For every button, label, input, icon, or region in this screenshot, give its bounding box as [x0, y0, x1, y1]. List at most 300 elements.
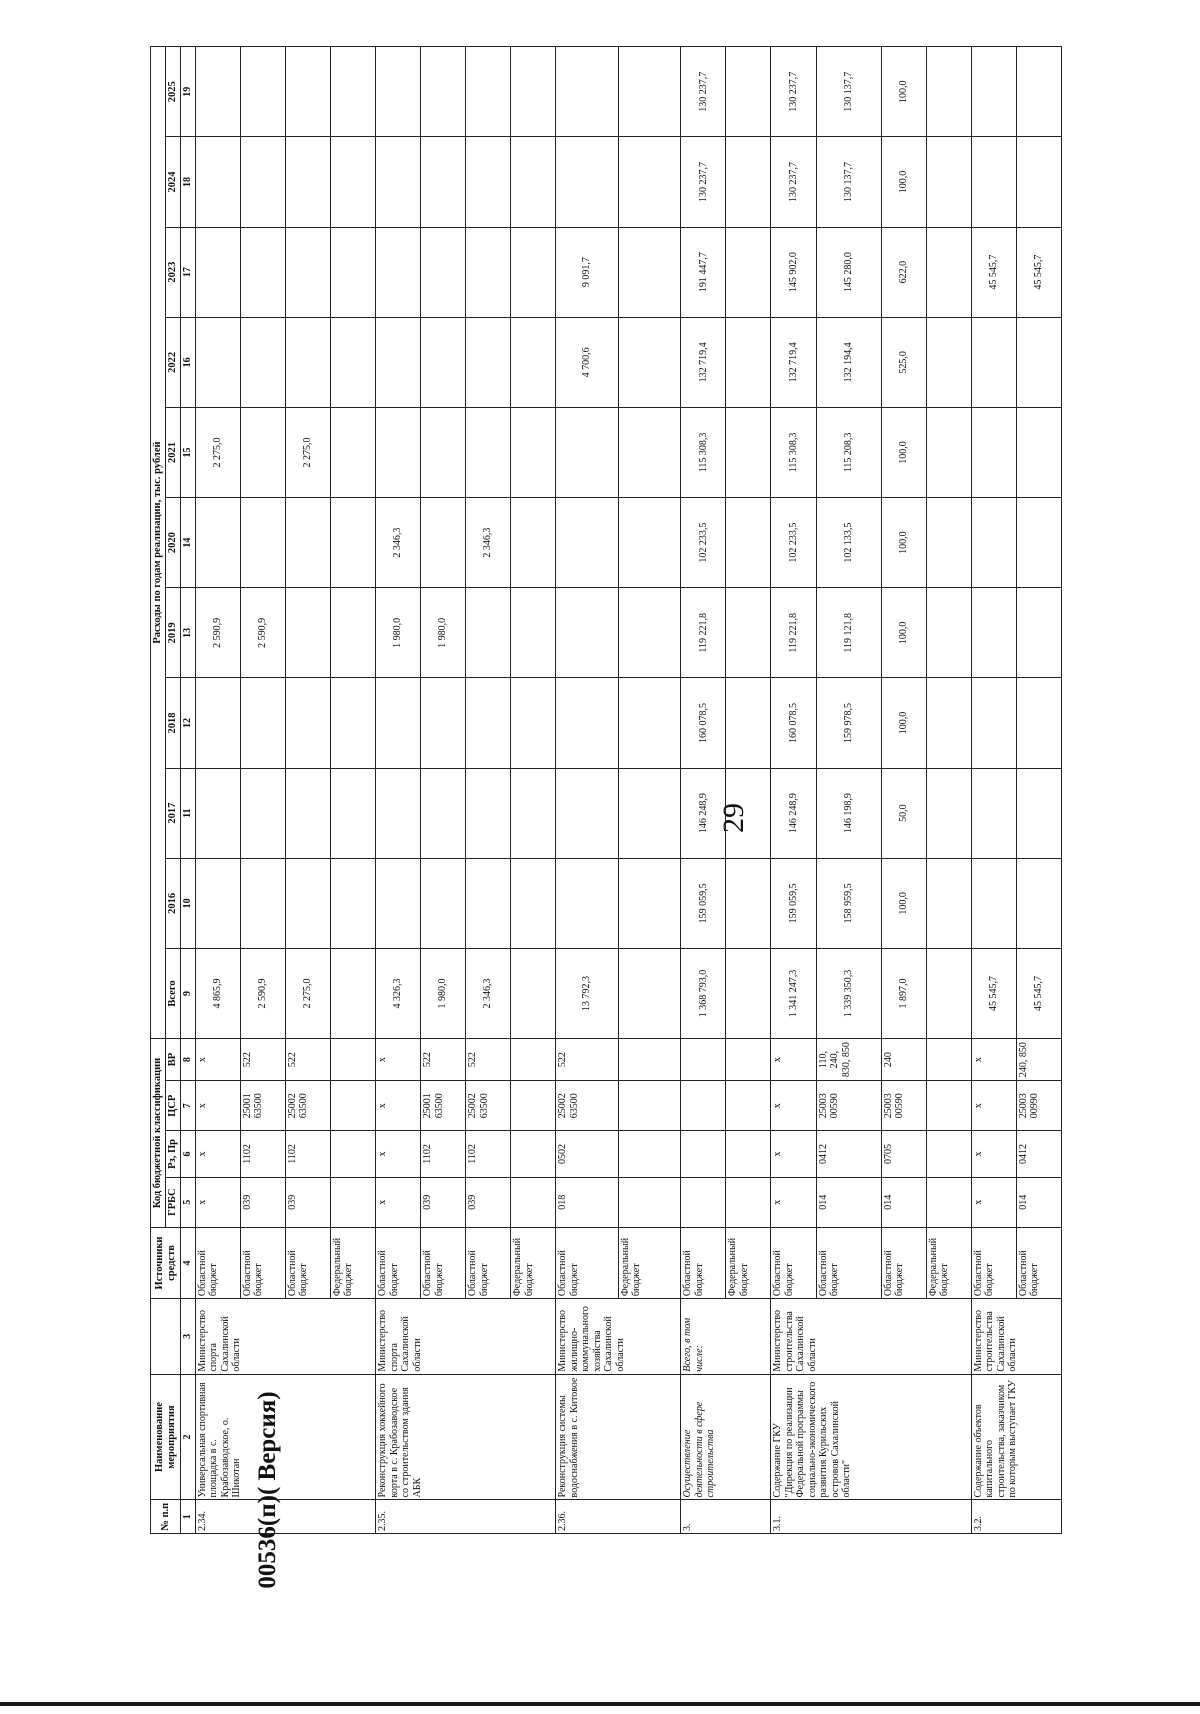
amount-year — [240, 47, 285, 137]
amount-year — [195, 47, 240, 137]
amount-year: 100,0 — [881, 858, 926, 948]
code-grbs: х — [971, 1177, 1016, 1227]
amount-year: 1 980,0 — [421, 588, 466, 678]
header-year-col: 2024 — [166, 137, 181, 227]
amount-year — [511, 137, 556, 227]
amount-year — [285, 678, 330, 768]
column-index: 6 — [181, 1131, 196, 1177]
code-rzpr: 1102 — [466, 1131, 511, 1177]
amount-year — [285, 137, 330, 227]
code-rzpr — [726, 1131, 771, 1177]
amount-year: 2 275,0 — [285, 407, 330, 497]
amount-year: 2 590,9 — [195, 588, 240, 678]
amount-year — [726, 588, 771, 678]
column-index: 17 — [181, 227, 196, 317]
amount-year — [376, 678, 421, 768]
header-responsible — [151, 1299, 181, 1374]
amount-year — [466, 768, 511, 858]
code-csr — [511, 1081, 556, 1131]
code-grbs — [726, 1177, 771, 1227]
amount-total — [726, 948, 771, 1038]
amount-year: 132 719,4 — [681, 317, 726, 407]
funding-source: Федеральный бюджет — [330, 1227, 375, 1298]
responsible-executor: Всего, в том числе: — [681, 1299, 771, 1374]
amount-year — [330, 47, 375, 137]
code-csr — [618, 1081, 680, 1131]
responsible-executor: Министерство жилищно-коммунального хозяйства Сахалинской области — [556, 1299, 681, 1374]
expenditure-table — [150, 46, 1062, 1534]
code-csr: 25002 63500 — [556, 1081, 618, 1131]
column-index: 16 — [181, 317, 196, 407]
amount-year — [511, 407, 556, 497]
amount-year — [618, 858, 680, 948]
code-csr — [926, 1081, 971, 1131]
amount-year — [195, 137, 240, 227]
amount-year — [285, 768, 330, 858]
code-csr: 25001 63500 — [421, 1081, 466, 1131]
amount-year: 100,0 — [881, 588, 926, 678]
amount-year: 146 248,9 — [771, 768, 816, 858]
amount-year: 102 233,5 — [681, 498, 726, 588]
amount-year — [971, 678, 1016, 768]
amount-year — [726, 227, 771, 317]
code-vr: 522 — [421, 1039, 466, 1081]
amount-total — [618, 948, 680, 1038]
funding-source: Областной бюджет — [556, 1227, 618, 1298]
code-grbs — [330, 1177, 375, 1227]
code-vr: 110, 240, 830, 850 — [816, 1039, 881, 1081]
amount-year — [1016, 768, 1061, 858]
amount-year: 115 308,3 — [681, 407, 726, 497]
amount-year: 100,0 — [881, 678, 926, 768]
code-csr: х — [376, 1081, 421, 1131]
header-year-col: 2022 — [166, 317, 181, 407]
code-rzpr — [511, 1131, 556, 1177]
code-rzpr: 0502 — [556, 1131, 618, 1177]
table-row — [556, 47, 618, 1534]
amount-year — [466, 317, 511, 407]
amount-year — [285, 317, 330, 407]
code-grbs: 014 — [881, 1177, 926, 1227]
header-code-group: Код бюджетной классификации — [151, 1039, 166, 1228]
row-number: 3. — [681, 1500, 771, 1534]
amount-year — [726, 678, 771, 768]
amount-year: 130 237,7 — [681, 137, 726, 227]
amount-year — [466, 588, 511, 678]
code-vr: 522 — [466, 1039, 511, 1081]
header-code-col: Рз, Пр — [166, 1131, 181, 1177]
header-year-col: Всего — [166, 948, 181, 1038]
amount-year — [926, 317, 971, 407]
amount-year — [240, 768, 285, 858]
amount-total: 1 341 247,3 — [771, 948, 816, 1038]
funding-source: Областной бюджет — [681, 1227, 726, 1298]
amount-year — [421, 47, 466, 137]
amount-year: 45 545,7 — [1016, 227, 1061, 317]
amount-year — [1016, 137, 1061, 227]
amount-year — [926, 768, 971, 858]
amount-year: 132 194,4 — [816, 317, 881, 407]
table-row — [195, 47, 240, 1534]
column-index: 18 — [181, 137, 196, 227]
code-csr: 25003 00590 — [816, 1081, 881, 1131]
amount-total — [330, 948, 375, 1038]
funding-source: Областной бюджет — [1016, 1227, 1061, 1298]
code-grbs — [926, 1177, 971, 1227]
amount-year — [926, 498, 971, 588]
amount-year — [726, 498, 771, 588]
measure-name: Реконструкция системы водоснабжения в с. Китовое — [556, 1374, 681, 1500]
amount-total: 1 980,0 — [421, 948, 466, 1038]
amount-year — [421, 317, 466, 407]
header-expenses-group: Расходы по годам реализации, тыс. рублей — [151, 47, 166, 1039]
amount-year — [376, 47, 421, 137]
amount-year: 2 590,9 — [240, 588, 285, 678]
amount-total: 1 897,0 — [881, 948, 926, 1038]
funding-source: Федеральный бюджет — [618, 1227, 680, 1298]
amount-year — [285, 498, 330, 588]
code-rzpr: 1102 — [421, 1131, 466, 1177]
amount-year — [618, 47, 680, 137]
amount-year — [330, 858, 375, 948]
amount-year — [618, 227, 680, 317]
funding-source: Областной бюджет — [195, 1227, 240, 1298]
amount-year — [421, 498, 466, 588]
amount-year: 191 447,7 — [681, 227, 726, 317]
code-grbs: 039 — [285, 1177, 330, 1227]
amount-total: 1 339 350,3 — [816, 948, 881, 1038]
measure-name: Содержание ГКУ "Дирекция по реализации Федеральной программы социально-экономического развития Курильских островов Сахалинской области" — [771, 1374, 971, 1500]
funding-source: Областной бюджет — [971, 1227, 1016, 1298]
header-index-row — [181, 47, 196, 1534]
code-rzpr: х — [376, 1131, 421, 1177]
amount-total: 2 346,3 — [466, 948, 511, 1038]
code-csr: 25002 63500 — [285, 1081, 330, 1131]
amount-year — [195, 317, 240, 407]
column-index: 10 — [181, 858, 196, 948]
row-number: 3.2. — [971, 1500, 1061, 1534]
amount-year — [466, 227, 511, 317]
column-index: 7 — [181, 1081, 196, 1131]
amount-year — [926, 678, 971, 768]
amount-year — [971, 137, 1016, 227]
amount-year — [726, 317, 771, 407]
code-vr — [618, 1039, 680, 1081]
amount-year: 100,0 — [881, 407, 926, 497]
code-vr: х — [195, 1039, 240, 1081]
amount-year — [1016, 47, 1061, 137]
amount-year — [466, 407, 511, 497]
code-vr: 522 — [285, 1039, 330, 1081]
amount-year — [556, 407, 618, 497]
code-grbs — [618, 1177, 680, 1227]
measure-name: Реконструкция хоккейного корта в с. Крабозаводское со строительством здания АБК — [376, 1374, 556, 1500]
document-code: 00536(п)( Версия) — [254, 1391, 281, 1589]
code-vr — [726, 1039, 771, 1081]
table-row — [771, 47, 816, 1534]
code-grbs: х — [195, 1177, 240, 1227]
funding-source: Областной бюджет — [816, 1227, 881, 1298]
amount-year — [971, 498, 1016, 588]
code-csr — [330, 1081, 375, 1131]
code-grbs: 039 — [421, 1177, 466, 1227]
funding-source: Областной бюджет — [881, 1227, 926, 1298]
header-year-col: 2017 — [166, 768, 181, 858]
amount-year — [285, 858, 330, 948]
code-vr: х — [971, 1039, 1016, 1081]
measure-name: Осуществление деятельности в сфере строительства — [681, 1374, 771, 1500]
amount-year — [330, 317, 375, 407]
amount-year: 158 959,5 — [816, 858, 881, 948]
amount-year — [726, 768, 771, 858]
funding-source: Областной бюджет — [771, 1227, 816, 1298]
amount-year — [330, 768, 375, 858]
code-grbs: х — [771, 1177, 816, 1227]
code-rzpr: 0412 — [1016, 1131, 1061, 1177]
amount-year — [1016, 858, 1061, 948]
amount-year — [618, 317, 680, 407]
header-year-col: 2025 — [166, 47, 181, 137]
row-number: 2.35. — [376, 1500, 556, 1534]
header-code-col: ГРБС — [166, 1177, 181, 1227]
amount-year — [421, 768, 466, 858]
amount-year: 4 700,6 — [556, 317, 618, 407]
amount-year — [330, 498, 375, 588]
amount-year — [330, 678, 375, 768]
amount-year: 115 308,3 — [771, 407, 816, 497]
code-grbs — [681, 1177, 726, 1227]
amount-year — [556, 678, 618, 768]
amount-year — [421, 137, 466, 227]
rotated-table-wrapper — [150, 46, 1062, 1534]
amount-year: 145 902,0 — [771, 227, 816, 317]
amount-year — [511, 498, 556, 588]
amount-year — [926, 47, 971, 137]
amount-year: 146 198,9 — [816, 768, 881, 858]
amount-year: 130 237,7 — [771, 137, 816, 227]
amount-year — [285, 588, 330, 678]
code-vr: х — [771, 1039, 816, 1081]
amount-year — [618, 498, 680, 588]
amount-year — [618, 678, 680, 768]
code-csr: х — [771, 1081, 816, 1131]
amount-year: 145 280,0 — [816, 227, 881, 317]
amount-year — [726, 137, 771, 227]
amount-year: 102 133,5 — [816, 498, 881, 588]
amount-year — [511, 588, 556, 678]
amount-year: 1 980,0 — [376, 588, 421, 678]
code-grbs: 018 — [556, 1177, 618, 1227]
amount-year — [240, 858, 285, 948]
amount-year — [511, 317, 556, 407]
amount-year — [421, 407, 466, 497]
amount-year — [971, 407, 1016, 497]
amount-year — [376, 858, 421, 948]
amount-total: 45 545,7 — [971, 948, 1016, 1038]
amount-year: 50,0 — [881, 768, 926, 858]
column-index: 19 — [181, 47, 196, 137]
table-row — [971, 47, 1016, 1534]
header-name: Наименование мероприятия — [151, 1374, 181, 1500]
amount-year — [376, 768, 421, 858]
amount-year — [618, 588, 680, 678]
header-year-col: 2019 — [166, 588, 181, 678]
column-index: 1 — [181, 1500, 196, 1534]
amount-total: 2 275,0 — [285, 948, 330, 1038]
amount-year: 45 545,7 — [971, 227, 1016, 317]
amount-year — [556, 47, 618, 137]
amount-year — [926, 588, 971, 678]
amount-year — [240, 317, 285, 407]
amount-year — [330, 137, 375, 227]
code-rzpr: х — [771, 1131, 816, 1177]
amount-total — [926, 948, 971, 1038]
code-rzpr — [681, 1131, 726, 1177]
code-grbs: 039 — [466, 1177, 511, 1227]
code-rzpr: 0412 — [816, 1131, 881, 1177]
amount-year — [466, 137, 511, 227]
amount-year — [195, 227, 240, 317]
column-index: 11 — [181, 768, 196, 858]
code-grbs: 014 — [816, 1177, 881, 1227]
table-row — [376, 47, 421, 1534]
amount-year — [466, 858, 511, 948]
amount-year — [195, 678, 240, 768]
amount-year: 159 059,5 — [681, 858, 726, 948]
page-number: 29 — [717, 803, 750, 833]
amount-year: 622,0 — [881, 227, 926, 317]
amount-year — [195, 498, 240, 588]
amount-year — [1016, 678, 1061, 768]
amount-year: 119 221,8 — [681, 588, 726, 678]
amount-total: 45 545,7 — [1016, 948, 1061, 1038]
header-row — [151, 47, 166, 1534]
amount-year — [1016, 498, 1061, 588]
amount-year: 159 978,5 — [816, 678, 881, 768]
amount-year — [726, 407, 771, 497]
funding-source: Федеральный бюджет — [511, 1227, 556, 1298]
column-index: 3 — [181, 1299, 196, 1374]
amount-year — [556, 588, 618, 678]
amount-year — [926, 407, 971, 497]
code-vr: 240, 850 — [1016, 1039, 1061, 1081]
amount-total — [511, 948, 556, 1038]
amount-year — [285, 227, 330, 317]
row-number: 2.36. — [556, 1500, 681, 1534]
amount-year — [285, 47, 330, 137]
amount-year — [1016, 588, 1061, 678]
amount-year: 2 275,0 — [195, 407, 240, 497]
amount-year — [376, 317, 421, 407]
amount-year — [556, 858, 618, 948]
amount-year — [466, 678, 511, 768]
code-vr — [926, 1039, 971, 1081]
code-rzpr: 1102 — [285, 1131, 330, 1177]
amount-year: 100,0 — [881, 47, 926, 137]
amount-year: 102 233,5 — [771, 498, 816, 588]
responsible-executor: Министерство спорта Сахалинской области — [195, 1299, 375, 1374]
header-year-col: 2016 — [166, 858, 181, 948]
funding-source: Областной бюджет — [240, 1227, 285, 1298]
amount-year — [330, 407, 375, 497]
amount-year: 119 221,8 — [771, 588, 816, 678]
amount-year — [376, 407, 421, 497]
amount-year — [240, 227, 285, 317]
amount-total: 13 792,3 — [556, 948, 618, 1038]
amount-year — [330, 588, 375, 678]
amount-year — [556, 498, 618, 588]
code-vr — [511, 1039, 556, 1081]
amount-year — [421, 227, 466, 317]
amount-year — [726, 47, 771, 137]
amount-year — [971, 317, 1016, 407]
amount-year — [971, 858, 1016, 948]
page-bottom-edge — [0, 1702, 1200, 1706]
column-index: 12 — [181, 678, 196, 768]
amount-year — [240, 137, 285, 227]
row-number: 3.1. — [771, 1500, 971, 1534]
header-code-col: ВР — [166, 1039, 181, 1081]
amount-year: 130 137,7 — [816, 47, 881, 137]
amount-year — [421, 858, 466, 948]
funding-source: Федеральный бюджет — [926, 1227, 971, 1298]
header-year-col: 2018 — [166, 678, 181, 768]
code-rzpr: х — [971, 1131, 1016, 1177]
amount-year: 130 237,7 — [681, 47, 726, 137]
amount-year — [511, 768, 556, 858]
amount-year — [556, 137, 618, 227]
amount-year — [195, 858, 240, 948]
amount-year — [511, 858, 556, 948]
amount-total: 1 368 793,0 — [681, 948, 726, 1038]
amount-year: 130 137,7 — [816, 137, 881, 227]
amount-year: 160 078,5 — [681, 678, 726, 768]
code-vr — [330, 1039, 375, 1081]
amount-year: 115 208,3 — [816, 407, 881, 497]
code-csr: х — [971, 1081, 1016, 1131]
responsible-executor: Министерство строительства Сахалинской области — [971, 1299, 1061, 1374]
header-code-col: ЦСР — [166, 1081, 181, 1131]
code-grbs: 039 — [240, 1177, 285, 1227]
code-rzpr — [330, 1131, 375, 1177]
amount-year: 119 121,8 — [816, 588, 881, 678]
amount-year: 9 091,7 — [556, 227, 618, 317]
column-index: 8 — [181, 1039, 196, 1081]
column-index: 4 — [181, 1227, 196, 1298]
amount-year — [376, 137, 421, 227]
measure-name: Универсальная спортивная площадка в с. Крабозаводское, о. Шикотан — [195, 1374, 375, 1500]
amount-year: 160 078,5 — [771, 678, 816, 768]
amount-total: 4 326,3 — [376, 948, 421, 1038]
amount-year — [240, 407, 285, 497]
amount-year: 100,0 — [881, 137, 926, 227]
table-row — [681, 47, 726, 1534]
amount-year — [1016, 317, 1061, 407]
column-index: 9 — [181, 948, 196, 1038]
amount-year — [240, 498, 285, 588]
code-csr: 25003 00990 — [1016, 1081, 1061, 1131]
amount-year: 146 248,9 — [681, 768, 726, 858]
column-index: 5 — [181, 1177, 196, 1227]
amount-total: 4 865,9 — [195, 948, 240, 1038]
code-rzpr — [618, 1131, 680, 1177]
code-grbs: 014 — [1016, 1177, 1061, 1227]
amount-year — [240, 678, 285, 768]
header-year-col: 2020 — [166, 498, 181, 588]
column-index: 14 — [181, 498, 196, 588]
row-number: 2.34. — [195, 1500, 375, 1534]
amount-year — [926, 227, 971, 317]
